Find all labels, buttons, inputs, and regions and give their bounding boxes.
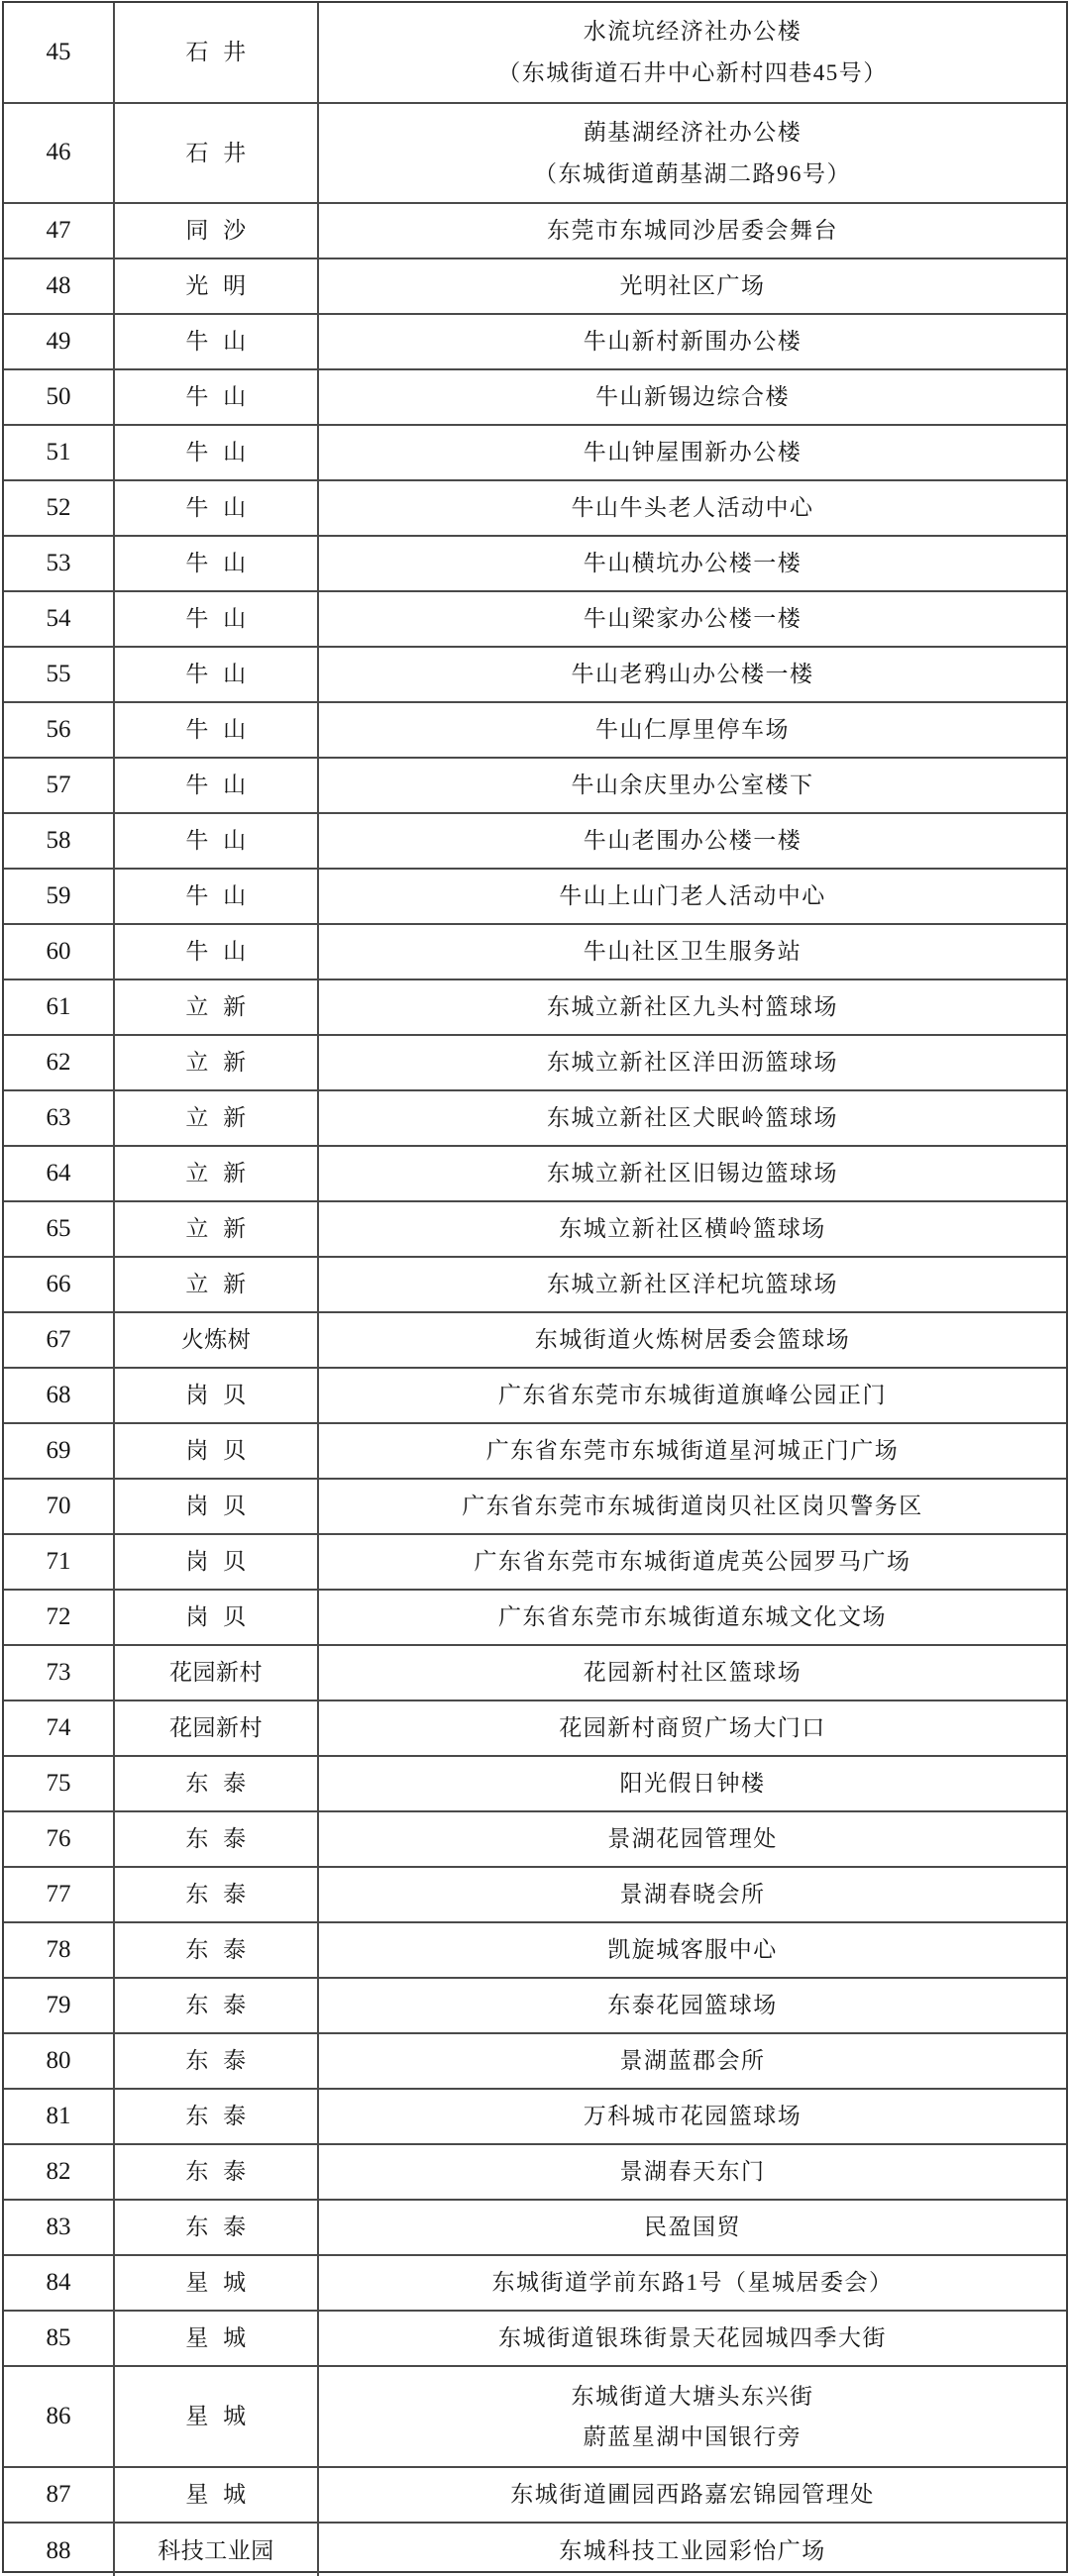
venue-line: 景湖春天东门 bbox=[619, 2159, 766, 2185]
area-name-cell: 石 井 bbox=[115, 3, 319, 102]
venue-line: 蔚蓝星湖中国银行旁 bbox=[583, 2424, 802, 2450]
venue-line: 光明社区广场 bbox=[619, 273, 766, 299]
area-name-cell: 星 城 bbox=[115, 2468, 319, 2522]
table-row bbox=[4, 1091, 1066, 1147]
table-row bbox=[4, 1868, 1066, 1923]
venue-name-cell bbox=[319, 1313, 1066, 1367]
table-row bbox=[4, 2090, 1066, 2145]
table-row bbox=[4, 1369, 1066, 1424]
venue-line: 蓢基湖经济社办公楼 bbox=[583, 120, 802, 146]
area-name-cell: 牛 山 bbox=[115, 370, 319, 424]
row-number-cell: 53 bbox=[4, 537, 115, 590]
table-row bbox=[4, 1258, 1066, 1313]
row-number-cell: 73 bbox=[4, 1646, 115, 1700]
row-number-cell: 57 bbox=[4, 759, 115, 812]
venue-line: 阳光假日钟楼 bbox=[619, 1771, 766, 1797]
area-name-cell: 牛 山 bbox=[115, 426, 319, 479]
table-row bbox=[4, 1923, 1066, 1979]
table-row bbox=[4, 2201, 1066, 2256]
venue-line: 东莞市东城同沙居委会舞台 bbox=[547, 218, 838, 244]
table-row bbox=[4, 1535, 1066, 1591]
area-name-cell: 牛 山 bbox=[115, 925, 319, 979]
venue-name-cell bbox=[319, 2145, 1066, 2199]
table-row bbox=[4, 204, 1066, 259]
venue-name-cell bbox=[319, 870, 1066, 923]
venue-name-cell bbox=[319, 1091, 1066, 1145]
row-number-cell: 68 bbox=[4, 1369, 115, 1422]
table-row bbox=[4, 259, 1066, 315]
table-row bbox=[4, 703, 1066, 759]
row-number-cell: 85 bbox=[4, 2312, 115, 2365]
row-number-cell: 75 bbox=[4, 1757, 115, 1810]
venue-name-cell bbox=[319, 537, 1066, 590]
venue-name-cell bbox=[319, 2468, 1066, 2522]
venue-line: 广东省东莞市东城街道东城文化文场 bbox=[498, 1604, 887, 1630]
area-name-cell: 东 泰 bbox=[115, 1868, 319, 1921]
area-name-cell: 岗 贝 bbox=[115, 1591, 319, 1644]
row-number-cell: 59 bbox=[4, 870, 115, 923]
table-row bbox=[4, 2145, 1066, 2201]
row-number-cell: 76 bbox=[4, 1812, 115, 1866]
venue-line: 牛山钟屋围新办公楼 bbox=[583, 440, 802, 465]
venue-line: 水流坑经济社办公楼 bbox=[583, 19, 802, 45]
row-number-cell: 52 bbox=[4, 481, 115, 535]
table-row bbox=[4, 1757, 1066, 1812]
row-number-cell: 50 bbox=[4, 370, 115, 424]
row-number-cell: 48 bbox=[4, 259, 115, 313]
row-number-cell: 79 bbox=[4, 1979, 115, 2032]
table-row bbox=[4, 1147, 1066, 1202]
row-number-cell: 70 bbox=[4, 1480, 115, 1533]
venue-line: 牛山新锡边综合楼 bbox=[595, 384, 790, 410]
venue-line: 东城立新社区横岭篮球场 bbox=[559, 1216, 826, 1242]
venue-name-cell bbox=[319, 648, 1066, 701]
table-row bbox=[4, 1202, 1066, 1258]
row-number-cell: 78 bbox=[4, 1923, 115, 1977]
row-number-cell: 62 bbox=[4, 1036, 115, 1089]
row-number-cell: 45 bbox=[4, 3, 115, 102]
venue-line: （东城街道蓢基湖二路96号） bbox=[534, 160, 851, 186]
row-number-cell: 87 bbox=[4, 2468, 115, 2522]
row-number-cell: 46 bbox=[4, 104, 115, 203]
row-number-cell: 66 bbox=[4, 1258, 115, 1311]
venue-name-cell bbox=[319, 370, 1066, 424]
table-row bbox=[4, 1480, 1066, 1535]
table-row bbox=[4, 925, 1066, 980]
row-number-cell: 67 bbox=[4, 1313, 115, 1367]
row-number-cell: 77 bbox=[4, 1868, 115, 1921]
venue-name-cell bbox=[319, 481, 1066, 535]
venue-name-cell bbox=[319, 980, 1066, 1034]
area-name-cell: 牛 山 bbox=[115, 759, 319, 812]
venue-name-cell bbox=[319, 1868, 1066, 1921]
row-number-cell: 69 bbox=[4, 1424, 115, 1478]
area-name-cell: 岗 贝 bbox=[115, 1480, 319, 1533]
row-number-cell: 81 bbox=[4, 2090, 115, 2143]
area-name-cell: 东 泰 bbox=[115, 1812, 319, 1866]
table-row bbox=[4, 980, 1066, 1036]
table-row bbox=[4, 481, 1066, 537]
venue-name-cell bbox=[319, 2524, 1066, 2576]
venue-name-cell bbox=[319, 1757, 1066, 1810]
venue-name-cell bbox=[319, 1591, 1066, 1644]
row-number-cell: 84 bbox=[4, 2256, 115, 2310]
venue-name-cell bbox=[319, 2201, 1066, 2254]
venue-name-cell bbox=[319, 259, 1066, 313]
venue-line: 东城街道银珠街景天花园城四季大街 bbox=[498, 2325, 887, 2351]
area-name-cell: 立 新 bbox=[115, 1091, 319, 1145]
venue-line: 东城立新社区九头村篮球场 bbox=[547, 994, 838, 1020]
table-row bbox=[4, 1036, 1066, 1091]
venue-line: 东泰花园篮球场 bbox=[607, 1993, 778, 2018]
venue-name-cell bbox=[319, 1535, 1066, 1589]
venue-name-cell bbox=[319, 426, 1066, 479]
table-row bbox=[4, 2312, 1066, 2367]
venue-line: 凯旋城客服中心 bbox=[607, 1937, 778, 1963]
area-name-cell: 牛 山 bbox=[115, 315, 319, 368]
area-name-cell: 立 新 bbox=[115, 1036, 319, 1089]
area-name-cell: 岗 贝 bbox=[115, 1535, 319, 1589]
venue-line: 东城立新社区旧锡边篮球场 bbox=[547, 1161, 838, 1186]
venue-name-cell bbox=[319, 204, 1066, 258]
venue-name-cell bbox=[319, 1424, 1066, 1478]
area-name-cell: 岗 贝 bbox=[115, 1424, 319, 1478]
table-row bbox=[4, 814, 1066, 870]
row-number-cell: 54 bbox=[4, 592, 115, 646]
table-row bbox=[4, 3, 1066, 104]
area-name-cell: 东 泰 bbox=[115, 2201, 319, 2254]
row-number-cell: 63 bbox=[4, 1091, 115, 1145]
venue-name-cell bbox=[319, 1202, 1066, 1256]
venue-name-cell bbox=[319, 2367, 1066, 2466]
venue-line: 牛山梁家办公楼一楼 bbox=[583, 606, 802, 632]
venue-line: 东城街道学前东路1号（星城居委会） bbox=[491, 2270, 894, 2296]
venue-name-cell bbox=[319, 3, 1066, 102]
row-number-cell: 60 bbox=[4, 925, 115, 979]
venue-line: 牛山牛头老人活动中心 bbox=[571, 495, 814, 521]
venue-name-cell bbox=[319, 104, 1066, 203]
venue-line: 花园新村社区篮球场 bbox=[583, 1660, 802, 1686]
venue-line: 景湖花园管理处 bbox=[607, 1826, 778, 1852]
row-number-cell: 47 bbox=[4, 204, 115, 258]
table-row bbox=[4, 1979, 1066, 2034]
venue-name-cell bbox=[319, 1480, 1066, 1533]
venue-name-cell bbox=[319, 2256, 1066, 2310]
row-number-cell: 49 bbox=[4, 315, 115, 368]
area-name-cell: 星 城 bbox=[115, 2312, 319, 2365]
table-row bbox=[4, 104, 1066, 205]
area-name-cell: 牛 山 bbox=[115, 648, 319, 701]
row-number-cell: 61 bbox=[4, 980, 115, 1034]
venue-name-cell bbox=[319, 1369, 1066, 1422]
table-row bbox=[4, 426, 1066, 481]
venue-name-cell bbox=[319, 759, 1066, 812]
table-row bbox=[4, 2367, 1066, 2468]
venue-name-cell bbox=[319, 1147, 1066, 1200]
area-name-cell: 立 新 bbox=[115, 1202, 319, 1256]
area-name-cell: 星 城 bbox=[115, 2367, 319, 2466]
venue-name-cell bbox=[319, 925, 1066, 979]
row-number-cell: 83 bbox=[4, 2201, 115, 2254]
venue-line: 牛山仁厚里停车场 bbox=[595, 717, 790, 743]
area-name-cell: 花园新村 bbox=[115, 1701, 319, 1755]
area-name-cell: 东 泰 bbox=[115, 2034, 319, 2088]
table-row bbox=[4, 1591, 1066, 1646]
area-name-cell: 光 明 bbox=[115, 259, 319, 313]
area-name-cell: 东 泰 bbox=[115, 2090, 319, 2143]
area-name-cell: 石 井 bbox=[115, 104, 319, 203]
row-number-cell: 71 bbox=[4, 1535, 115, 1589]
area-name-cell: 岗 贝 bbox=[115, 1369, 319, 1422]
row-number-cell: 56 bbox=[4, 703, 115, 757]
venue-name-cell bbox=[319, 1979, 1066, 2032]
row-number-cell: 80 bbox=[4, 2034, 115, 2088]
venue-name-cell bbox=[319, 1701, 1066, 1755]
table-row bbox=[4, 759, 1066, 814]
area-name-cell: 东 泰 bbox=[115, 1923, 319, 1977]
row-number-cell: 64 bbox=[4, 1147, 115, 1200]
row-number-cell: 86 bbox=[4, 2367, 115, 2466]
row-number-cell: 74 bbox=[4, 1701, 115, 1755]
row-number-cell: 82 bbox=[4, 2145, 115, 2199]
area-name-cell: 东 泰 bbox=[115, 2145, 319, 2199]
area-name-cell: 花园新村 bbox=[115, 1646, 319, 1700]
venue-line: 广东省东莞市东城街道岗贝社区岗贝警务区 bbox=[462, 1494, 923, 1519]
venue-line: 广东省东莞市东城街道旗峰公园正门 bbox=[498, 1383, 887, 1408]
area-name-cell: 星 城 bbox=[115, 2256, 319, 2310]
venue-line: 东城立新社区洋杞坑篮球场 bbox=[547, 1272, 838, 1297]
venue-table bbox=[2, 1, 1068, 2573]
area-name-cell: 牛 山 bbox=[115, 703, 319, 757]
table-row bbox=[4, 1424, 1066, 1480]
venue-line: 东城立新社区洋田沥篮球场 bbox=[547, 1050, 838, 1076]
venue-line: 广东省东莞市东城街道虎英公园罗马广场 bbox=[474, 1549, 911, 1575]
venue-name-cell bbox=[319, 1812, 1066, 1866]
venue-name-cell bbox=[319, 2034, 1066, 2088]
table-row bbox=[4, 1646, 1066, 1701]
table-row bbox=[4, 2256, 1066, 2312]
row-number-cell: 58 bbox=[4, 814, 115, 868]
venue-line: 景湖春晓会所 bbox=[619, 1882, 766, 1907]
row-number-cell: 72 bbox=[4, 1591, 115, 1644]
venue-name-cell bbox=[319, 814, 1066, 868]
area-name-cell: 东 泰 bbox=[115, 1757, 319, 1810]
venue-line: 东城街道大塘头东兴街 bbox=[571, 2383, 814, 2409]
table-row bbox=[4, 2524, 1066, 2576]
area-name-cell: 牛 山 bbox=[115, 481, 319, 535]
area-name-cell: 牛 山 bbox=[115, 814, 319, 868]
area-name-cell: 东 泰 bbox=[115, 1979, 319, 2032]
area-name-cell: 科技工业园 bbox=[115, 2524, 319, 2576]
venue-line: 牛山老围办公楼一楼 bbox=[583, 828, 802, 854]
venue-line: 东城立新社区犬眠岭篮球场 bbox=[547, 1105, 838, 1131]
table-row bbox=[4, 870, 1066, 925]
venue-line: 牛山新村新围办公楼 bbox=[583, 329, 802, 355]
venue-line: 广东省东莞市东城街道星河城正门广场 bbox=[485, 1438, 900, 1464]
area-name-cell: 立 新 bbox=[115, 1258, 319, 1311]
table-row bbox=[4, 315, 1066, 370]
row-number-cell: 88 bbox=[4, 2524, 115, 2576]
area-name-cell: 火炼树 bbox=[115, 1313, 319, 1367]
venue-name-cell bbox=[319, 703, 1066, 757]
area-name-cell: 牛 山 bbox=[115, 870, 319, 923]
venue-name-cell bbox=[319, 1923, 1066, 1977]
row-number-cell: 51 bbox=[4, 426, 115, 479]
venue-line: 景湖蓝郡会所 bbox=[619, 2048, 766, 2074]
venue-line: 东城街道圃园西路嘉宏锦园管理处 bbox=[510, 2482, 875, 2508]
area-name-cell: 立 新 bbox=[115, 1147, 319, 1200]
area-name-cell: 牛 山 bbox=[115, 592, 319, 646]
venue-line: 牛山余庆里办公室楼下 bbox=[571, 773, 814, 798]
table-row bbox=[4, 2034, 1066, 2090]
table-row bbox=[4, 537, 1066, 592]
area-name-cell: 同 沙 bbox=[115, 204, 319, 258]
venue-name-cell bbox=[319, 315, 1066, 368]
venue-name-cell bbox=[319, 2312, 1066, 2365]
venue-line: 牛山社区卫生服务站 bbox=[583, 939, 802, 965]
venue-line: 东城科技工业园彩怡广场 bbox=[559, 2538, 826, 2564]
table-row bbox=[4, 1812, 1066, 1868]
venue-line: （东城街道石井中心新村四巷45号） bbox=[497, 59, 888, 85]
venue-line: 牛山老鸦山办公楼一楼 bbox=[571, 662, 814, 687]
row-number-cell: 55 bbox=[4, 648, 115, 701]
venue-line: 牛山横坑办公楼一楼 bbox=[583, 551, 802, 576]
area-name-cell: 立 新 bbox=[115, 980, 319, 1034]
venue-line: 万科城市花园篮球场 bbox=[583, 2104, 802, 2129]
venue-line: 花园新村商贸广场大门口 bbox=[559, 1715, 826, 1741]
venue-line: 牛山上山门老人活动中心 bbox=[559, 883, 826, 909]
venue-name-cell bbox=[319, 1036, 1066, 1089]
area-name-cell: 牛 山 bbox=[115, 537, 319, 590]
venue-line: 民盈国贸 bbox=[644, 2215, 741, 2240]
row-number-cell: 65 bbox=[4, 1202, 115, 1256]
venue-line: 东城街道火炼树居委会篮球场 bbox=[534, 1327, 851, 1353]
table-row bbox=[4, 370, 1066, 426]
venue-name-cell bbox=[319, 2090, 1066, 2143]
venue-name-cell bbox=[319, 592, 1066, 646]
table-row bbox=[4, 1701, 1066, 1757]
table-row bbox=[4, 648, 1066, 703]
venue-name-cell bbox=[319, 1646, 1066, 1700]
table-row bbox=[4, 592, 1066, 648]
venue-name-cell bbox=[319, 1258, 1066, 1311]
table-row bbox=[4, 1313, 1066, 1369]
table-row bbox=[4, 2468, 1066, 2524]
